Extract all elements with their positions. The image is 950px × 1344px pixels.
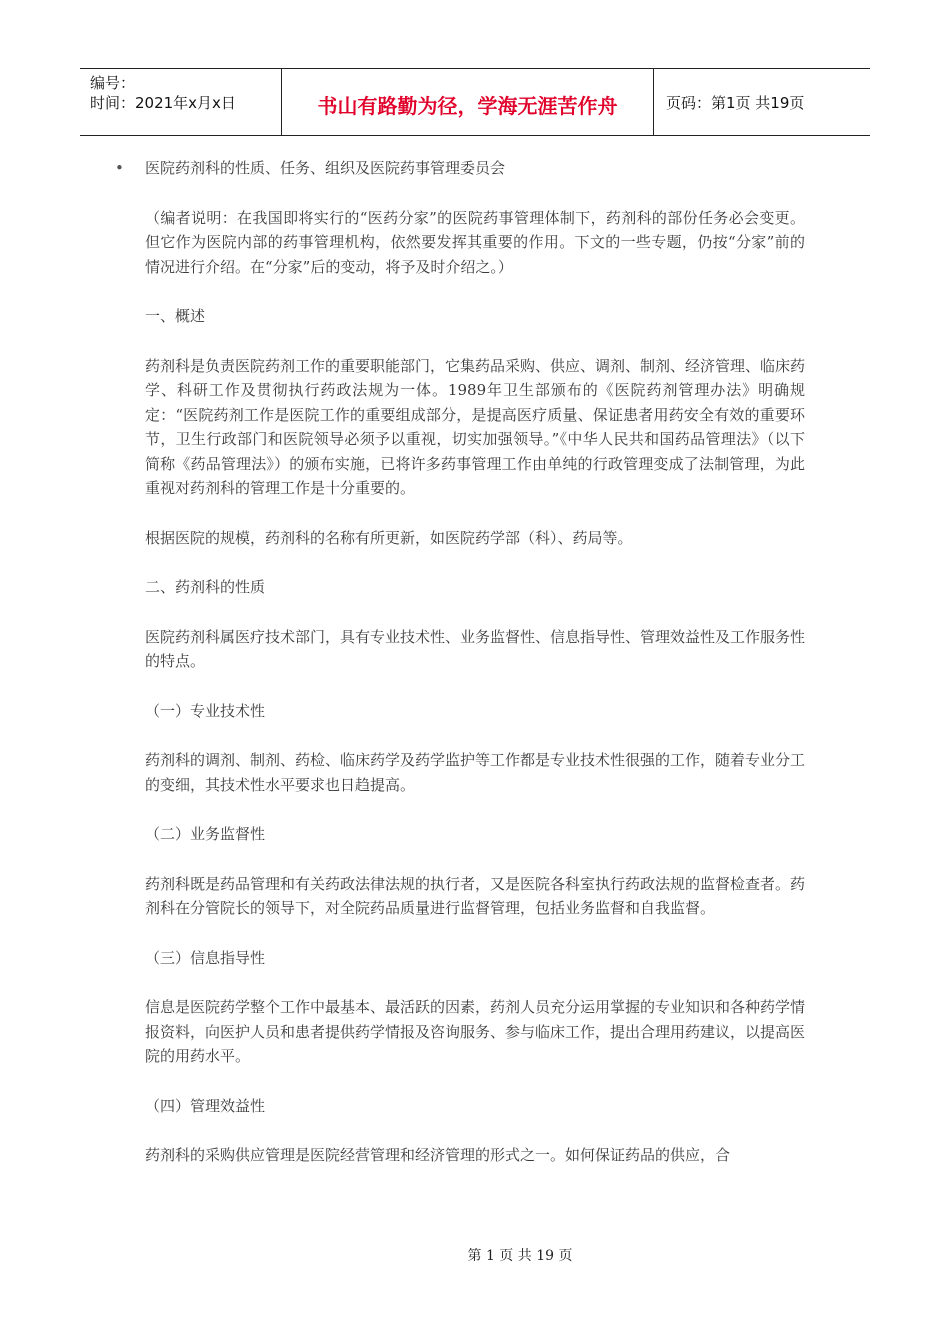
- body-paragraph: 药剂科的采购供应管理是医院经营管理和经济管理的形式之一。如何保证药品的供应，合: [145, 1146, 731, 1164]
- document-body: [115, 156, 806, 1193]
- subsection-heading: （三）信息指导性: [145, 948, 266, 967]
- header-page-cell: [654, 69, 870, 135]
- subsection-heading: （一）专业技术性: [145, 701, 266, 720]
- section-heading-overview: 一、概述: [145, 307, 206, 325]
- bullet-heading: [115, 156, 805, 181]
- document-number-label: 编号：: [90, 74, 136, 92]
- document-header: [80, 68, 870, 136]
- body-paragraph: 医院药剂科属医疗技术部门，具有专业技术性、业务监督性、信息指导性、管理效益性及工作服务性的特点。: [145, 627, 806, 670]
- header-motto: 书山有路勤为径，学海无涯苦作舟: [317, 93, 618, 118]
- bullet-dot-icon: •: [115, 159, 124, 177]
- body-paragraph: 信息是医院药学整个工作中最基本、最活跃的因素，药剂人员充分运用掌握的专业知识和各种药学情报资料，向医护人员和患者提供药学情报及咨询服务、参与临床工作，提出合理用药建议，以提高医院的用药水平。: [145, 998, 806, 1065]
- editor-note: （编者说明：在我国即将实行的“医药分家”的医院药事管理体制下，药剂科的部份任务必会变更。但它作为医院内部的药事管理机构，依然要发挥其重要的作用。下文的一些专题，仍按“分家”前的情况进行介绍。在“分家”后的变动，将予及时介绍之。）: [145, 208, 805, 276]
- header-meta-cell: [80, 69, 282, 135]
- subsection-heading: （二）业务监督性: [145, 825, 266, 843]
- section-heading-nature: 二、药剂科的性质: [145, 578, 266, 596]
- body-paragraph: 药剂科的调剂、制剂、药检、临床药学及药学监护等工作都是专业技术性很强的工作，随着专业分工的变细，其技术性水平要求也日趋提高。: [145, 751, 806, 794]
- document-date: 时间：2021年x月x日: [90, 94, 236, 112]
- page-footer: 第 1 页 共 19 页: [467, 1248, 573, 1264]
- body-paragraph: 根据医院的规模，药剂科的名称有所更新，如医院药学部（科）、药局等。: [145, 528, 633, 547]
- bullet-heading-text: 医院药剂科的性质、任务、组织及医院药事管理委员会: [145, 159, 506, 177]
- header-motto-cell: [282, 69, 654, 135]
- header-page-info: 页码：第1页 共19页: [666, 93, 805, 112]
- subsection-heading: （四）管理效益性: [145, 1096, 266, 1115]
- body-paragraph: 药剂科既是药品管理和有关药政法律法规的执行者，又是医院各科室执行药政法规的监督检查者。药剂科在分管院长的领导下，对全院药品质量进行监督管理，包括业务监督和自我监督。: [145, 874, 806, 917]
- body-paragraph: 药剂科是负责医院药剂工作的重要职能部门，它集药品采购、供应、调剂、制剂、经济管理、临床药学、科研工作及贯彻执行药政法规为一体。1989年卫生部颁布的《医院药剂管理办法》明确规定：“医院药剂工作是医院工作的重要组成部分，是提高医疗质量、保证患者用药安全有效的重要环节，卫生行政部门和医院领导必须予以重视，切实加强领导。”《中华人民共和国药品管理法》（以下简称《药品管理法》）的颁布实施，已将许多药事管理工作由单纯的行政管理变成了法制管理，为此重视对药剂科的管理工作是十分重要的。: [145, 356, 806, 497]
